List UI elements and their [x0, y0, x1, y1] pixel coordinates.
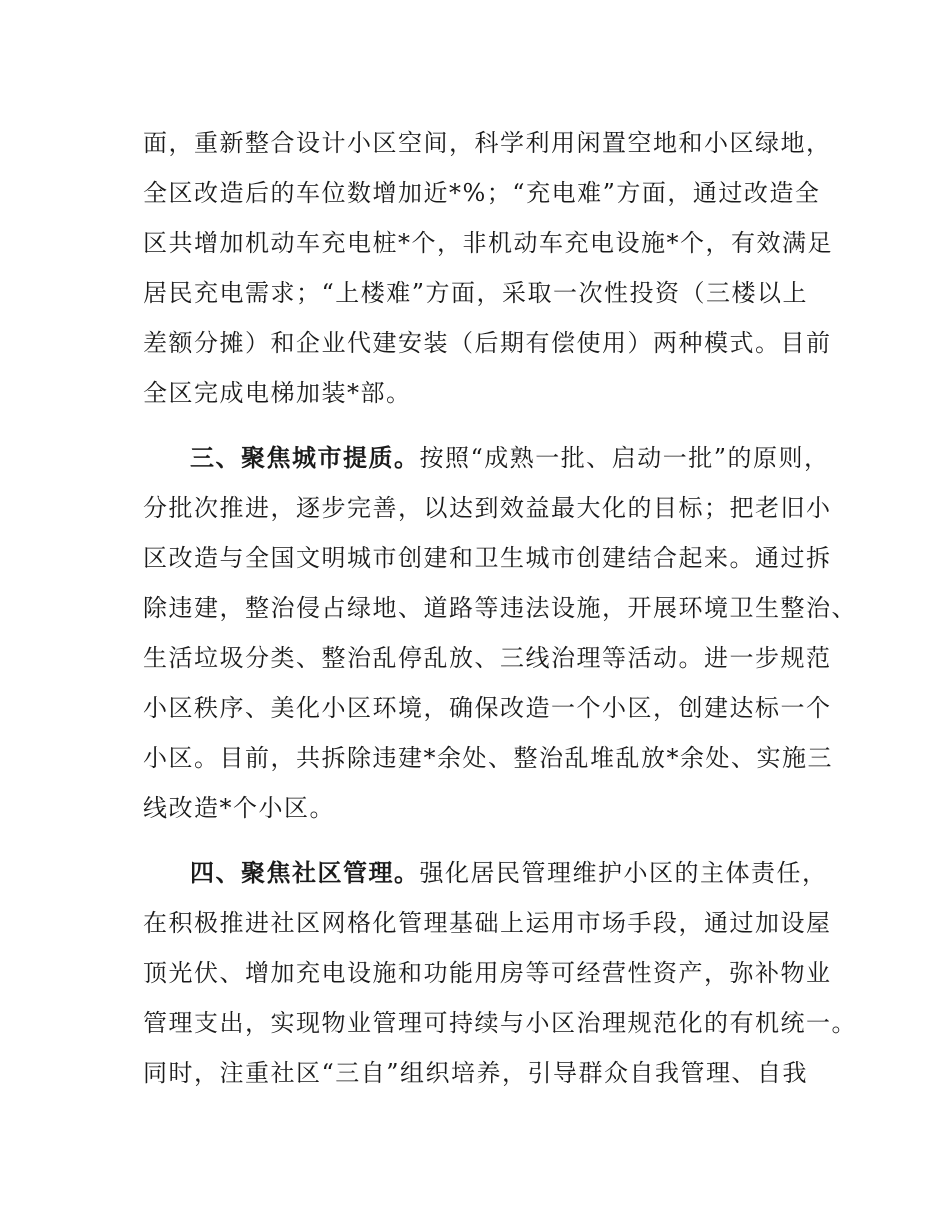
paragraph-1-line-4: 居民充电需求；“上楼难”方面，采取一次性投资（三楼以上 [143, 279, 809, 307]
paragraph-3-line-3: 顶光伏、增加充电设施和功能用房等可经营性资产，弥补物业 [143, 959, 832, 987]
paragraph-2-line-2: 分批次推进，逐步完善，以达到效益最大化的目标；把老旧小 [143, 494, 832, 522]
paragraph-1-line-5: 差额分摊）和企业代建安装（后期有偿使用）两种模式。目前 [143, 329, 832, 357]
paragraph-1-line-3: 区共增加机动车充电桩*个，非机动车充电设施*个，有效满足 [143, 229, 833, 257]
paragraph-2-line-5: 生活垃圾分类、整治乱停乱放、三线治理等活动。进一步规范 [143, 644, 832, 672]
paragraph-2-heading: 三、聚焦城市提质。 [190, 444, 420, 472]
paragraph-2-line-6: 小区秩序、美化小区环境，确保改造一个小区，创建达标一个 [143, 694, 832, 722]
paragraph-1-line-6: 全区完成电梯加装*部。 [143, 379, 412, 407]
paragraph-3-line-2: 在积极推进社区网格化管理基础上运用市场手段，通过加设屋 [143, 909, 832, 937]
paragraph-2-line-8: 线改造*个小区。 [143, 794, 335, 822]
paragraph-2-line-3: 区改造与全国文明城市创建和卫生城市创建结合起来。通过拆 [143, 544, 832, 572]
paragraph-3-heading: 四、聚焦社区管理。 [190, 859, 420, 887]
paragraph-2-line-4: 除违建，整治侵占绿地、道路等违法设施，开展环境卫生整治、 [143, 594, 857, 622]
paragraph-3-line-5: 同时，注重社区“三自”组织培养，引导群众自我管理、自我 [143, 1059, 809, 1087]
paragraph-2-line-1 [190, 438, 830, 478]
paragraph-2-first-line-text: 按照“成熟一批、启动一批”的原则， [419, 444, 830, 472]
paragraph-1-line-1: 面，重新整合设计小区空间，科学利用闲置空地和小区绿地， [143, 129, 832, 157]
paragraph-2-line-7: 小区。目前，共拆除违建*余处、整治乱堆乱放*余处、实施三 [143, 744, 833, 772]
paragraph-3-first-line-text: 强化居民管理维护小区的主体责任， [419, 859, 828, 887]
paragraph-3-line-1 [190, 853, 828, 893]
paragraph-3-line-4: 管理支出，实现物业管理可持续与小区治理规范化的有机统一。 [143, 1009, 857, 1037]
paragraph-1-line-2: 全区改造后的车位数增加近*%；“充电难”方面，通过改造全 [143, 179, 821, 207]
